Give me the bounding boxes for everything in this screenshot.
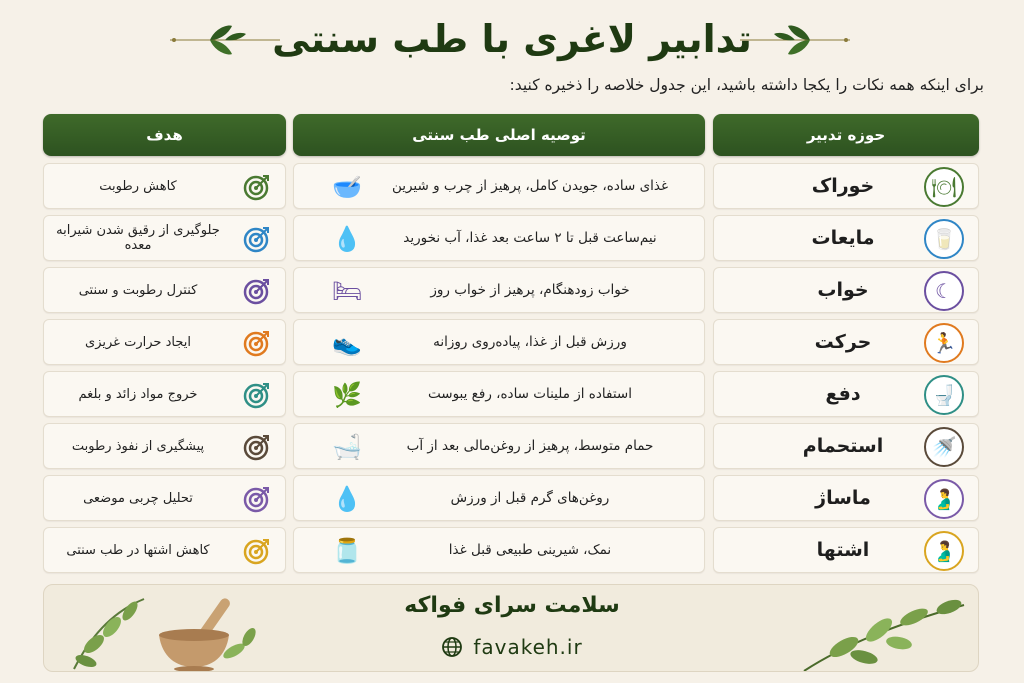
brand-name: سلامت سرای فواکه xyxy=(404,593,620,618)
water-glass-icon: 🥛 xyxy=(924,219,964,259)
target-icon xyxy=(243,277,271,305)
row-goal-text: جلوگیری از رقیق شدن شیرابه معده xyxy=(56,223,220,253)
target-icon xyxy=(243,485,271,513)
row-recommendation-cell xyxy=(293,267,705,313)
row-domain-cell xyxy=(713,319,979,365)
row-domain-cell xyxy=(713,475,979,521)
row-recommendation-text: ورزش قبل از غذا، پیاده‌روی روزانه xyxy=(433,334,627,350)
running-person-icon: 🏃 xyxy=(924,323,964,363)
row-domain-label: ماساژ xyxy=(815,487,871,509)
column-header-recommendation: توصیه اصلی طب سنتی xyxy=(293,114,705,156)
row-domain-cell xyxy=(713,215,979,261)
bed-clock-icon: 🛏 xyxy=(331,277,363,305)
water-drop-icon: 💧 xyxy=(332,225,362,253)
stomach-icon: 🫃 xyxy=(924,479,964,519)
moon-zzz-icon: ☾ xyxy=(924,271,964,311)
row-recommendation-text: غذای ساده، جویدن کامل، پرهیز از چرب و شیرین xyxy=(391,178,669,194)
row-recommendation-cell xyxy=(293,163,705,209)
page-subtitle: برای اینکه همه نکات را یکجا داشته باشید، این جدول خلاصه را ذخیره کنید: xyxy=(509,76,984,94)
target-icon xyxy=(243,537,271,565)
row-goal-text: کنترل رطوبت و سنتی xyxy=(78,282,198,298)
row-domain-cell xyxy=(713,267,979,313)
row-goal-text: تحلیل چربی موضعی xyxy=(83,490,193,506)
bathtub-icon: 🛁 xyxy=(332,433,362,461)
row-goal-text: ایجاد حرارت غریزی xyxy=(85,334,191,350)
row-goal-text: خروج مواد زائد و بلغم xyxy=(78,386,198,402)
row-domain-label: استحمام xyxy=(802,435,884,457)
row-domain-cell xyxy=(713,527,979,573)
plant-icon: 🌿 xyxy=(332,381,362,409)
row-recommendation-text: خواب زودهنگام، پرهیز از خواب روز xyxy=(430,282,630,298)
row-goal-cell xyxy=(43,163,286,209)
row-goal-text: کاهش رطوبت xyxy=(99,178,177,194)
row-domain-label: مایعات xyxy=(811,227,875,249)
row-recommendation-text: روغن‌های گرم قبل از ورزش xyxy=(450,490,610,506)
row-domain-label: اشتها xyxy=(816,539,870,561)
sneaker-icon: 👟 xyxy=(332,329,362,357)
row-recommendation-cell xyxy=(293,475,705,521)
row-goal-cell xyxy=(43,475,286,521)
row-goal-cell xyxy=(43,319,286,365)
row-domain-label: دفع xyxy=(825,383,861,405)
target-icon xyxy=(243,381,271,409)
target-icon xyxy=(243,433,271,461)
target-icon xyxy=(243,329,271,357)
row-domain-label: خوراک xyxy=(811,175,875,197)
row-goal-cell xyxy=(43,527,286,573)
column-header-goal: هدف xyxy=(43,114,286,156)
row-recommendation-cell xyxy=(293,527,705,573)
herb-bowl-icon: 🥣 xyxy=(332,173,362,201)
row-goal-cell xyxy=(43,371,286,417)
row-recommendation-text: استفاده از ملینات ساده، رفع یبوست xyxy=(428,386,632,402)
column-header-domain: حوزه تدبیر xyxy=(713,114,979,156)
toilet-icon: 🚽 xyxy=(924,375,964,415)
row-recommendation-text: نیم‌ساعت قبل تا ۲ ساعت بعد غذا، آب نخورید xyxy=(403,230,657,246)
shower-icon: 🚿 xyxy=(924,427,964,467)
jar-icon: 🫙 xyxy=(332,537,362,565)
website-link[interactable] xyxy=(44,635,979,659)
oil-drop-icon: 💧 xyxy=(332,485,362,513)
footer xyxy=(43,584,979,672)
target-icon xyxy=(243,173,271,201)
row-recommendation-cell xyxy=(293,319,705,365)
row-goal-text: کاهش اشتها در طب سنتی xyxy=(66,542,210,558)
row-recommendation-cell xyxy=(293,423,705,469)
row-recommendation-text: نمک، شیرینی طبیعی قبل غذا xyxy=(448,542,612,558)
plate-fork-knife-icon: 🍽 xyxy=(924,167,964,207)
row-recommendation-cell xyxy=(293,371,705,417)
target-icon xyxy=(243,225,271,253)
globe-icon xyxy=(441,636,463,658)
row-recommendation-cell xyxy=(293,215,705,261)
row-domain-label: خواب xyxy=(817,279,869,301)
row-domain-label: حرکت xyxy=(814,331,872,353)
row-goal-cell xyxy=(43,267,286,313)
row-goal-cell xyxy=(43,423,286,469)
website-url: favakeh.ir xyxy=(473,635,583,659)
row-goal-cell xyxy=(43,215,286,261)
row-domain-cell xyxy=(713,163,979,209)
stomach-icon: 🫃 xyxy=(924,531,964,571)
row-goal-text: پیشگیری از نفوذ رطوبت xyxy=(71,438,205,454)
row-domain-cell xyxy=(713,371,979,417)
row-recommendation-text: حمام متوسط، پرهیز از روغن‌مالی بعد از آب xyxy=(406,438,654,454)
row-domain-cell xyxy=(713,423,979,469)
page-title: تدابیر لاغری با طب سنتی xyxy=(272,17,752,61)
